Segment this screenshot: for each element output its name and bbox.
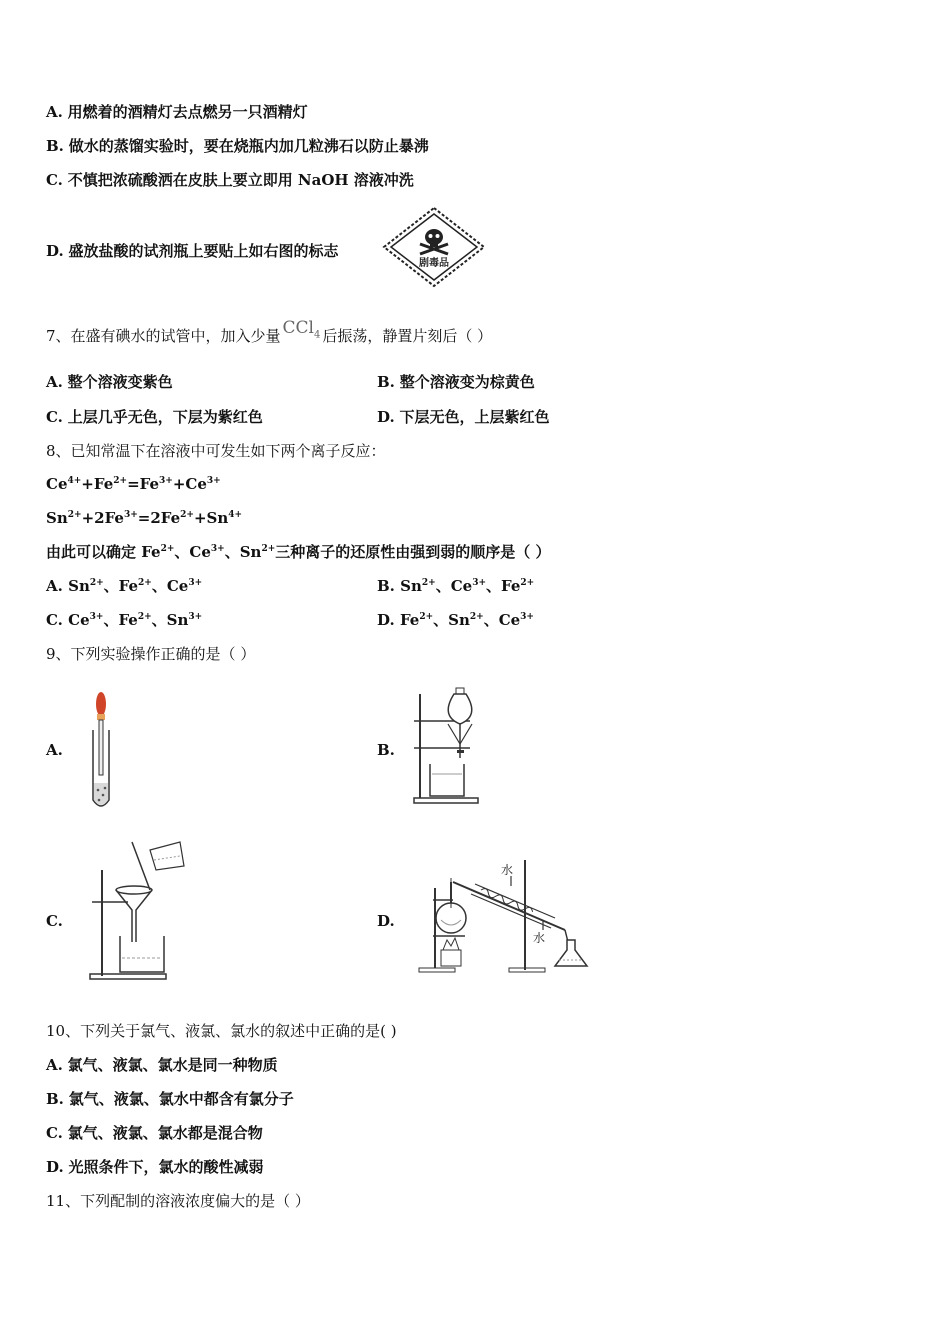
- q6-option-c: C. 不慎把浓硫酸洒在皮肤上要立即用 NaOH 溶液冲洗: [46, 171, 414, 189]
- q8-reaction-2: $Sn^{2+}+2Fe^{3+}=2Fe^{2+}+Sn^{4+}$: [46, 509, 243, 527]
- q9-option-a-label: A.: [46, 741, 63, 759]
- q10-option-c: C. 氯气、液氯、氯水都是混合物: [46, 1124, 263, 1142]
- ccl4-formula: CCl$_4$: [282, 318, 321, 341]
- q7-option-d: D. 下层无色，上层紫红色: [377, 408, 550, 426]
- dropper-test-tube-diagram: [80, 688, 130, 813]
- q8-option-c: C. $Ce^{3+}$、$Fe^{2+}$、$Sn^{3+}$: [46, 611, 203, 629]
- q9-stem: 9、下列实验操作正确的是（ ）: [46, 645, 256, 663]
- distillation-diagram: [415, 858, 600, 976]
- q7-option-b: B. 整个溶液变为棕黄色: [377, 373, 535, 391]
- q8-option-b: B. $Sn^{2+}$、$Ce^{3+}$、$Fe^{2+}$: [377, 577, 535, 595]
- sign-text: 剧毒品: [419, 258, 449, 269]
- q8-stem: 8、已知常温下在溶液中可发生如下两个离子反应：: [46, 442, 386, 460]
- filtration-diagram: [84, 840, 194, 985]
- q6-option-a: A. 用燃着的酒精灯去点燃另一只酒精灯: [46, 103, 308, 121]
- water-outlet-label: 水: [533, 931, 546, 945]
- q11-stem: 11、下列配制的溶液浓度偏大的是（ ）: [46, 1192, 310, 1210]
- q10-option-a: A. 氯气、液氯、氯水是同一种物质: [46, 1056, 278, 1074]
- q8-option-a: A. $Sn^{2+}$、$Fe^{2+}$、$Ce^{3+}$: [46, 577, 203, 595]
- q7-option-a: A. 整个溶液变紫色: [46, 373, 173, 391]
- q9-option-b-label: B.: [377, 741, 395, 759]
- water-inlet-label: 水: [501, 863, 514, 877]
- skull-icon: [425, 229, 443, 245]
- q6-option-d: D. 盛放盐酸的试剂瓶上要贴上如右图的标志: [46, 242, 339, 260]
- q8-reaction-1: $Ce^{4+}+Fe^{2+}=Fe^{3+}+Ce^{3+}$: [46, 475, 221, 493]
- q9-option-d-label: D.: [377, 912, 395, 930]
- q7-stem: 7、在盛有碘水的试管中，加入少量 CCl$_4$ 后振荡，静置片刻后（ ）: [46, 318, 493, 345]
- toxic-hazard-sign: [382, 206, 486, 288]
- q8-option-d: D. $Fe^{2+}$、$Sn^{2+}$、$Ce^{3+}$: [377, 611, 534, 629]
- q8-question: 由此可以确定 $Fe^{2+}$、$Ce^{3+}$、$Sn^{2+}$三种离子的还原性由强到弱的顺序是（ ）: [46, 543, 551, 561]
- q10-option-d: D. 光照条件下，氯水的酸性减弱: [46, 1158, 264, 1176]
- q10-option-b: B. 氯气、液氯、氯水中都含有氯分子: [46, 1090, 294, 1108]
- q6-option-b: B. 做水的蒸馏实验时，要在烧瓶内加几粒沸石以防止暴沸: [46, 137, 429, 155]
- q10-stem: 10、下列关于氯气、液氯、氯水的叙述中正确的是( ): [46, 1022, 397, 1040]
- q7-option-c: C. 上层几乎无色，下层为紫红色: [46, 408, 263, 426]
- q9-option-c-label: C.: [46, 912, 63, 930]
- separatory-funnel-diagram: [410, 686, 490, 806]
